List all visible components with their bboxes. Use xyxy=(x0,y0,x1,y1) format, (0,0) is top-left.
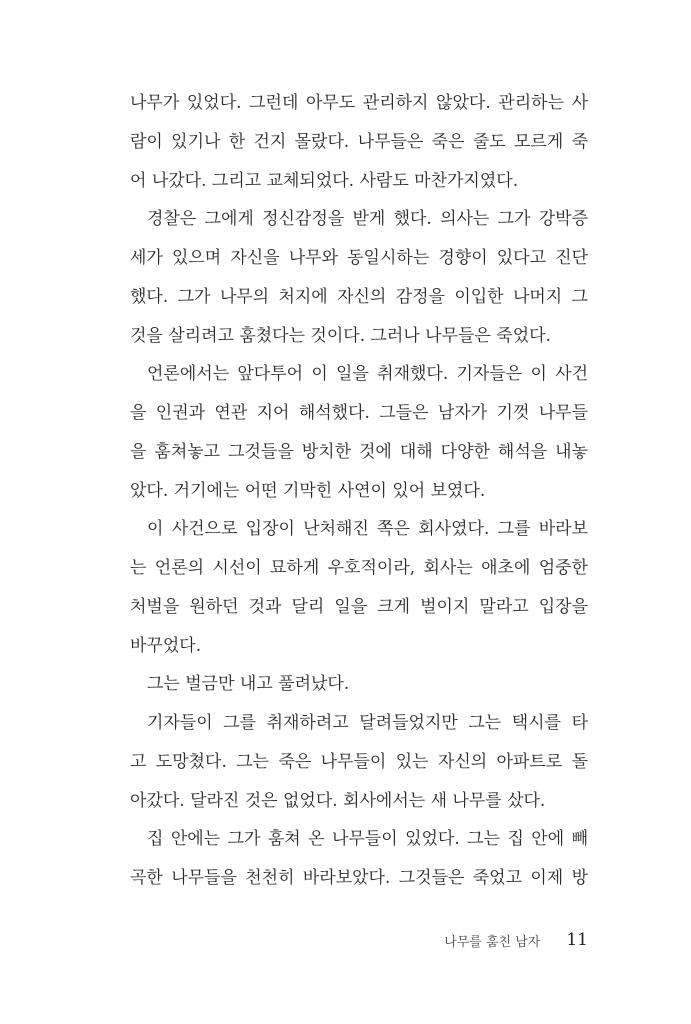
text-line: 했다. 그가 나무의 처지에 자신의 감정을 이입한 나머지 그 xyxy=(130,286,588,307)
text-line: 이 사건으로 입장이 난처해진 쪽은 회사였다. 그를 바라보 xyxy=(147,519,588,540)
body-text xyxy=(130,84,588,898)
text-line: 았다. 거기에는 어떤 기막힌 사연이 있어 보였다. xyxy=(130,480,486,501)
text-line: 람이 있기나 한 건지 몰랐다. 나무들은 죽은 줄도 모르게 죽 xyxy=(130,131,588,152)
text-line: 어 나갔다. 그리고 교체되었다. 사람도 마찬가지였다. xyxy=(130,170,519,191)
text-line: 경찰은 그에게 정신감정을 받게 했다. 의사는 그가 강박증 xyxy=(147,209,588,230)
text-line: 을 인권과 연관 지어 해석했다. 그들은 남자가 기껏 나무들 xyxy=(130,403,588,423)
text-line: 바꾸었다. xyxy=(130,635,202,656)
text-line: 처벌을 원하던 것과 달리 일을 크게 벌이지 말라고 입장을 xyxy=(130,596,588,617)
text-line: 그는 벌금만 내고 풀려났다. xyxy=(147,674,350,695)
text-line: 세가 있으며 자신을 나무와 동일시하는 경향이 있다고 진단 xyxy=(130,248,588,268)
page-footer xyxy=(130,928,588,952)
text-line: 집 안에는 그가 훔쳐 온 나무들이 있었다. 그는 집 안에 빼 xyxy=(147,829,588,850)
text-line: 기자들이 그를 취재하려고 달려들었지만 그는 택시를 타 xyxy=(147,713,588,733)
text-line: 곡한 나무들을 천천히 바라보았다. 그것들은 죽었고 이제 방 xyxy=(130,868,588,888)
text-line: 을 훔쳐놓고 그것들을 방치한 것에 대해 다양한 해석을 내놓 xyxy=(130,441,588,462)
running-title: 나무를 훔친 남자 xyxy=(444,934,541,950)
text-line: 고 도망쳤다. 그는 죽은 나무들이 있는 자신의 아파트로 돌 xyxy=(130,751,588,772)
text-line: 아갔다. 달라진 것은 없었다. 회사에서는 새 나무를 샀다. xyxy=(130,790,546,811)
text-line: 는 언론의 시선이 묘하게 우호적이라, 회사는 애초에 엄중한 xyxy=(130,558,588,578)
text-line: 나무가 있었다. 그런데 아무도 관리하지 않았다. 관리하는 사 xyxy=(130,93,588,113)
text-line: 것을 살리려고 훔쳤다는 것이다. 그러나 나무들은 죽었다. xyxy=(130,325,551,346)
text-line: 언론에서는 앞다투어 이 일을 취재했다. 기자들은 이 사건 xyxy=(147,364,588,385)
page-number: 11 xyxy=(566,930,588,950)
